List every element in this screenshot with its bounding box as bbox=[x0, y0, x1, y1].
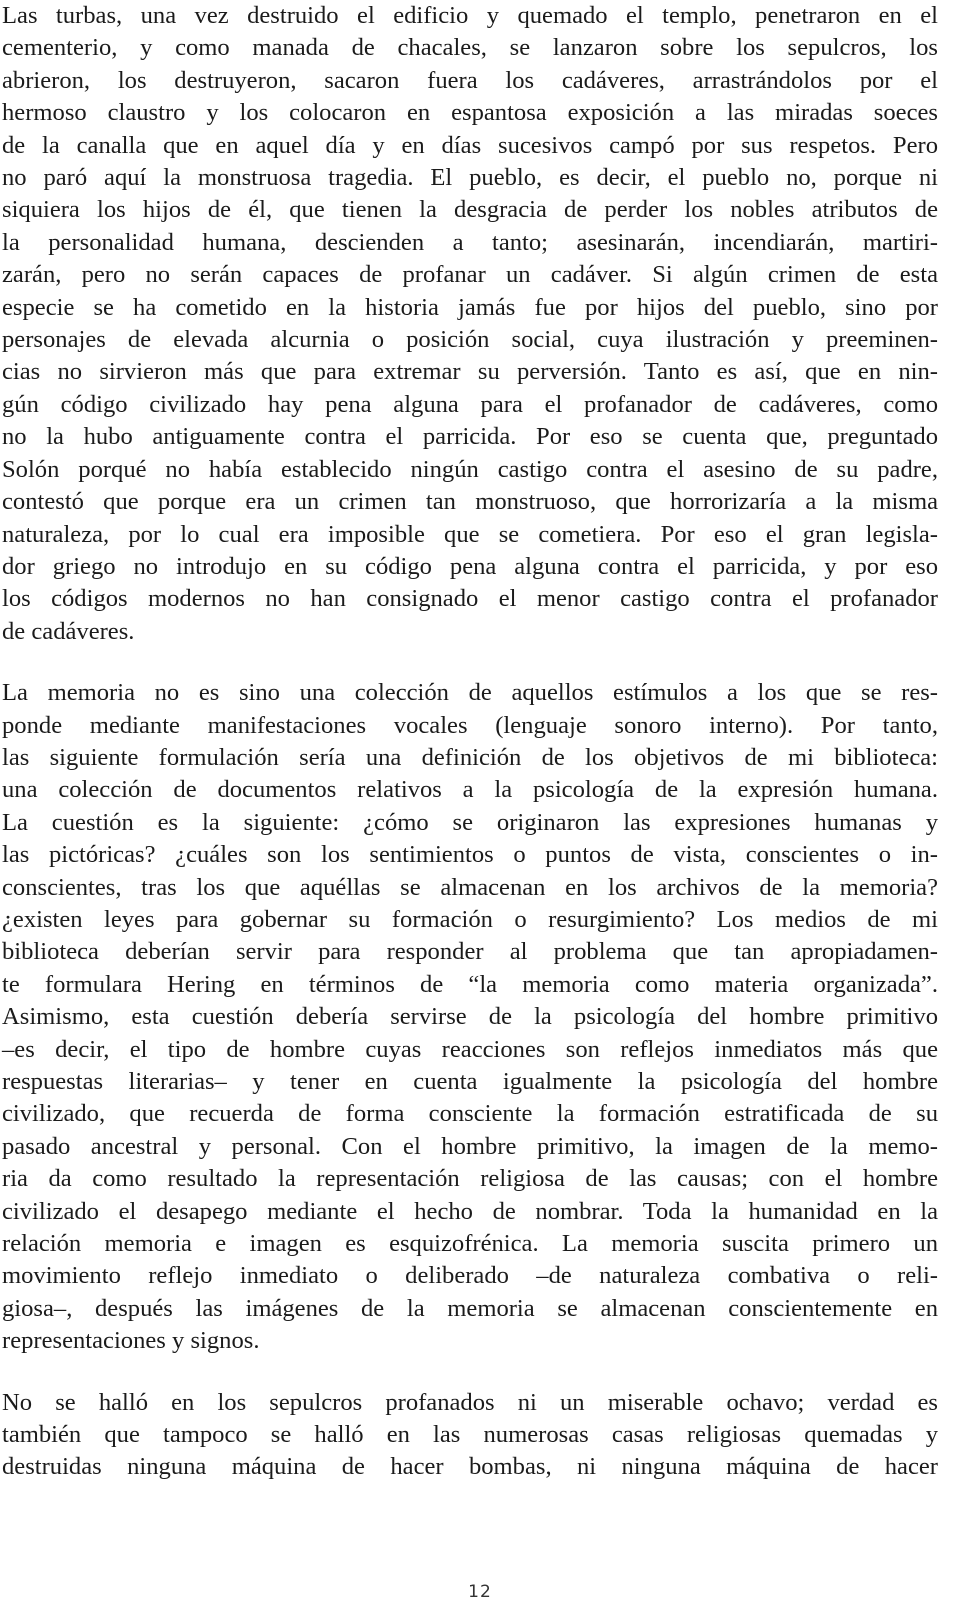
text-line: Las turbas, una vez destruido el edificio y quemado el templo, penetraron en el bbox=[2, 2, 938, 29]
text-line: biblioteca deberían servir para responder al problema que tan apropiadamen- bbox=[2, 938, 938, 966]
text-line: zarán, pero no serán capaces de profanar un cadáver. Si algún crimen de esta bbox=[2, 261, 938, 289]
text-line: relación memoria e imagen es esquizofrénica. La memoria suscita primero un bbox=[2, 1230, 938, 1258]
text-line: no la hubo antiguamente contra el parricida. Por eso se cuenta que, preguntado bbox=[2, 423, 938, 451]
text-line: la personalidad humana, descienden a tanto; asesinarán, incendiarán, martiri- bbox=[2, 228, 938, 256]
page-number: 12 bbox=[468, 1582, 492, 1602]
text-line: contestó que porque era un crimen tan monstruoso, que horrorizaría a la misma bbox=[2, 488, 938, 516]
text-line: también que tampoco se halló en las numerosas casas religiosas quemadas y bbox=[2, 1421, 938, 1449]
text-line: No se halló en los sepulcros profanados ni un miserable ochavo; verdad es bbox=[2, 1388, 938, 1416]
text-line: los códigos modernos no han consignado el menor castigo contra el profanador bbox=[2, 585, 938, 613]
text-line: gún código civilizado hay pena alguna para el profanador de cadáveres, como bbox=[2, 390, 938, 418]
text-line: naturaleza, por lo cual era imposible que se cometiera. Por eso el gran legisla- bbox=[2, 520, 938, 548]
text-line: pasado ancestral y personal. Con el hombre primitivo, la imagen de la memo- bbox=[2, 1132, 938, 1160]
paragraph-3 bbox=[2, 1387, 938, 1484]
text-line: giosa–, después las imágenes de la memoria se almacenan conscientemente en bbox=[2, 1294, 938, 1322]
text-line: especie se ha cometido en la historia jamás fue por hijos del pueblo, sino por bbox=[2, 293, 938, 321]
text-line: Solón porqué no había establecido ningún castigo contra el asesino de su padre, bbox=[2, 455, 938, 483]
text-line: no paró aquí la monstruosa tragedia. El pueblo, es decir, el pueblo no, porque ni bbox=[2, 164, 938, 192]
text-line: ria da como resultado la representación religiosa de las causas; con el hombre bbox=[2, 1165, 938, 1193]
text-line: personajes de elevada alcurnia o posición social, cuya ilustración y preeminen- bbox=[2, 326, 938, 354]
text-line: destruidas ninguna máquina de hacer bombas, ni ninguna máquina de hacer bbox=[2, 1453, 938, 1481]
text-line: de cadáveres. bbox=[2, 617, 135, 645]
paragraph-2 bbox=[2, 677, 938, 1358]
text-line: La memoria no es sino una colección de aquellos estímulos a los que se res- bbox=[2, 679, 938, 707]
text-line: te formulara Hering en términos de “la memoria como materia organizada”. bbox=[2, 970, 938, 998]
text-line: ¿existen leyes para gobernar su formación o resurgimiento? Los medios de mi bbox=[2, 905, 938, 933]
paragraph-1 bbox=[2, 0, 938, 648]
text-line: las pictóricas? ¿cuáles son los sentimientos o puntos de vista, conscientes o in- bbox=[2, 841, 938, 869]
text-line: representaciones y signos. bbox=[2, 1327, 260, 1355]
text-line: cias no sirvieron más que para extremar su perversión. Tanto es así, que en nin- bbox=[2, 358, 938, 386]
text-line: La cuestión es la siguiente: ¿cómo se originaron las expresiones humanas y bbox=[2, 808, 938, 836]
text-line: abrieron, los destruyeron, sacaron fuera los cadáveres, arrastrándolos por el bbox=[2, 66, 938, 94]
text-line: Asimismo, esta cuestión debería servirse de la psicología del hombre primitivo bbox=[2, 1003, 938, 1031]
text-line: cementerio, y como manada de chacales, se lanzaron sobre los sepulcros, los bbox=[2, 34, 938, 62]
text-line: civilizado el desapego mediante el hecho de nombrar. Toda la humanidad en la bbox=[2, 1197, 938, 1225]
text-line: de la canalla que en aquel día y en días sucesivos campó por sus respetos. Pero bbox=[2, 131, 938, 159]
text-line: siquiera los hijos de él, que tienen la desgracia de perder los nobles atributos de bbox=[2, 196, 938, 224]
body-text bbox=[2, 0, 938, 1484]
text-line: una colección de documentos relativos a la psicología de la expresión humana. bbox=[2, 776, 938, 804]
text-line: dor griego no introdujo en su código pena alguna contra el parricida, y por eso bbox=[2, 552, 938, 580]
text-line: respuestas literarias– y tener en cuenta igualmente la psicología del hombre bbox=[2, 1068, 938, 1095]
text-line: movimiento reflejo inmediato o deliberado –de naturaleza combativa o reli- bbox=[2, 1262, 938, 1290]
text-line: conscientes, tras los que aquéllas se almacenan en los archivos de la memoria? bbox=[2, 873, 938, 901]
text-line: hermoso claustro y los colocaron en espantosa exposición a las miradas soeces bbox=[2, 99, 938, 127]
text-line: ponde mediante manifestaciones vocales (lenguaje sonoro interno). Por tanto, bbox=[2, 711, 938, 739]
text-line: las siguiente formulación sería una definición de los objetivos de mi biblioteca: bbox=[2, 743, 938, 771]
text-line: –es decir, el tipo de hombre cuyas reacciones son reflejos inmediatos más que bbox=[2, 1035, 938, 1063]
text-line: civilizado, que recuerda de forma consciente la formación estratificada de su bbox=[2, 1100, 938, 1128]
